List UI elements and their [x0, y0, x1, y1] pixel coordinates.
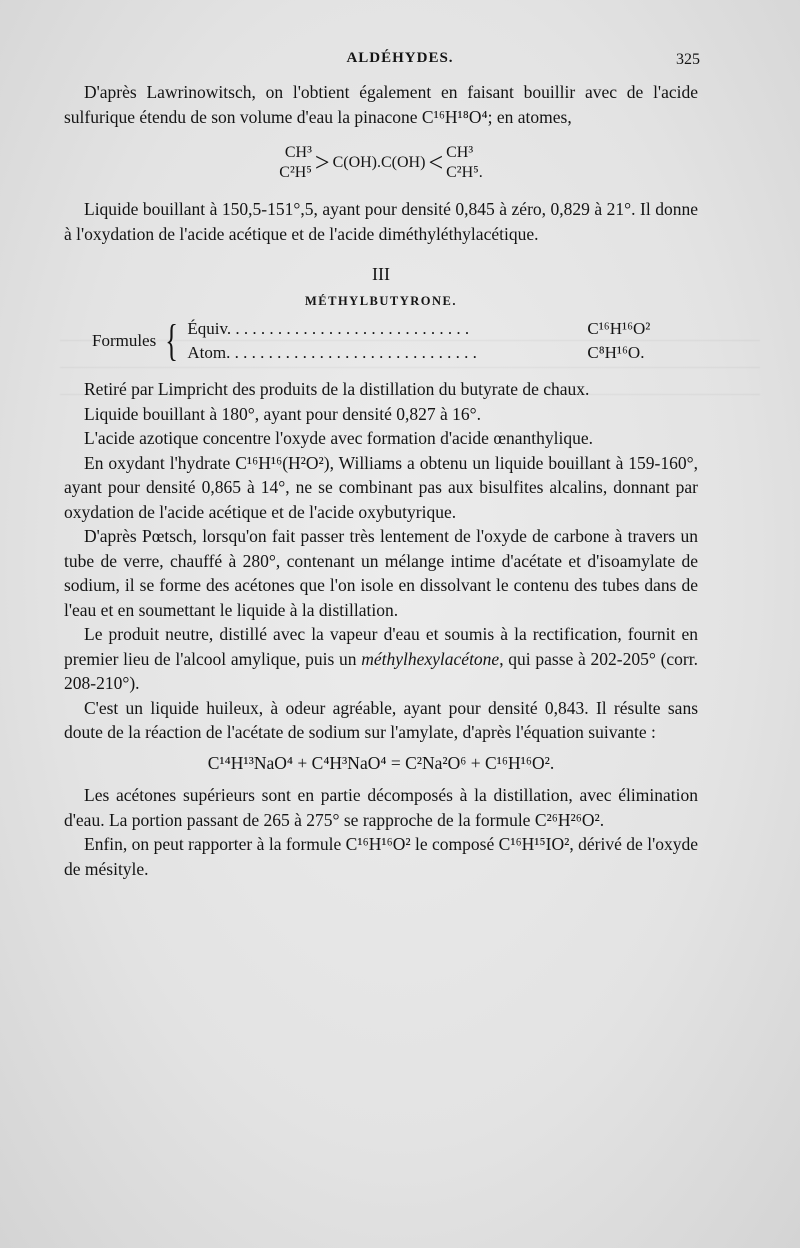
- formula-label-equiv: Équiv: [187, 319, 227, 338]
- structure-left-bottom: C²H⁵: [279, 164, 312, 181]
- formula-value-equiv: C¹⁶H¹⁶O²: [587, 319, 651, 338]
- intro-paragraph-2: Liquide bouillant à 150,5-151°,5, ayant pour densité 0,845 à zéro, 0,829 à 21°. Il donne à l'oxydation de l'acide acétique et de l'acide diméthyléthylacétique.: [64, 199, 698, 244]
- brace-symbol: {: [165, 316, 179, 365]
- structure-right-top: CH³: [446, 144, 474, 161]
- running-head: [0, 50, 800, 74]
- leader-dots: . . . . . . . . . . . . . . . . . . . . . . . . . . . . .: [226, 319, 470, 338]
- body-paragraph-6-end: , qui passe à 202-205° (corr. 208-210°).: [64, 648, 698, 693]
- body-paragraph-8: Les acétones supérieurs sont en partie décomposés à la distillation, avec élimination d'eau. La portion passant de 265 à 275° se rapproche de la formule C²⁶H²⁶O².: [64, 785, 698, 830]
- reaction-equation: C¹⁴H¹³NaO⁴ + C⁴H³NaO⁴ = C²Na²O⁶ + C¹⁶H¹⁶O².: [207, 752, 555, 773]
- intro-paragraph-1: D'après Lawrinowitsch, on l'obtient également en faisant bouillir avec de l'acide sulfurique étendu de son volume d'eau la pinacone C¹⁶H¹⁸O⁴; en atomes,: [64, 82, 698, 127]
- structure-center: C(OH).C(OH): [332, 153, 426, 171]
- section-number: III: [372, 264, 390, 284]
- formula-row-equiv: [187, 317, 651, 341]
- less-than-sign: <: [428, 147, 444, 177]
- body-paragraph-3: L'acide azotique concentre l'oxyde avec formation d'acide œnanthylique.: [84, 428, 593, 448]
- formulas-label: Formules: [92, 330, 157, 350]
- body-paragraph-5: D'après Pœtsch, lorsqu'on fait passer très lentement de l'oxyde de carbone à travers un tube de verre, chauffé à 280°, contenant un mélange intime d'acétate et d'isoamylate de sodium, il se forme des acétones que l'on isole en dissolvant le contenu des tubes dans de l'eau et en soumettant le liquide à la distillation.: [64, 526, 698, 620]
- formulas-block: [92, 317, 698, 365]
- structural-formula: [64, 141, 698, 183]
- body-paragraph-1: Retiré par Limpricht des produits de la distillation du butyrate de chaux.: [84, 379, 590, 399]
- greater-than-sign: >: [314, 147, 330, 177]
- page-number: 325: [676, 51, 700, 68]
- body-paragraph-6-start: Le produit neutre, distillé avec la vapeur d'eau et soumis à la rectification, fournit en premier lieu de l'alcool amylique, puis un: [64, 624, 698, 669]
- body-paragraph-6: [64, 622, 698, 696]
- formula-row-atom: [187, 341, 647, 365]
- formula-value-atom: C⁸H¹⁶O.: [587, 343, 645, 362]
- body-paragraph-9: Enfin, on peut rapporter à la formule C¹⁶H¹⁶O² le composé C¹⁶H¹⁵IO², dérivé de l'oxyde de mésityle.: [64, 834, 698, 879]
- page-text: [64, 80, 698, 881]
- compound-name-italic: méthylhexylacétone: [361, 648, 500, 669]
- body-paragraph-4: En oxydant l'hydrate C¹⁶H¹⁶(H²O²), Williams a obtenu un liquide bouillant à 159-160°, ayant pour densité 0,865 à 14°, ne se combinant pas aux bisulfites alcalins, donnant par oxydation de l'acide acétique et de l'acide oxybutyrique.: [64, 452, 698, 522]
- structure-left-top: CH³: [284, 144, 312, 161]
- running-title: ALDÉHYDES.: [346, 50, 454, 66]
- section-title: MÉTHYLBUTYRONE.: [304, 293, 458, 308]
- body-paragraph-7: C'est un liquide huileux, à odeur agréable, ayant pour densité 0,843. Il résulte sans doute de la réaction de l'acétate de sodium sur l'amylate, d'après l'équation suivante :: [64, 697, 698, 742]
- formula-label-atom: Atom: [187, 343, 227, 362]
- body-paragraph-2: Liquide bouillant à 180°, ayant pour densité 0,827 à 16°.: [84, 403, 481, 424]
- structure-right-bottom: C²H⁵.: [446, 164, 483, 181]
- leader-dots: . . . . . . . . . . . . . . . . . . . . . . . . . . . . . .: [226, 343, 477, 362]
